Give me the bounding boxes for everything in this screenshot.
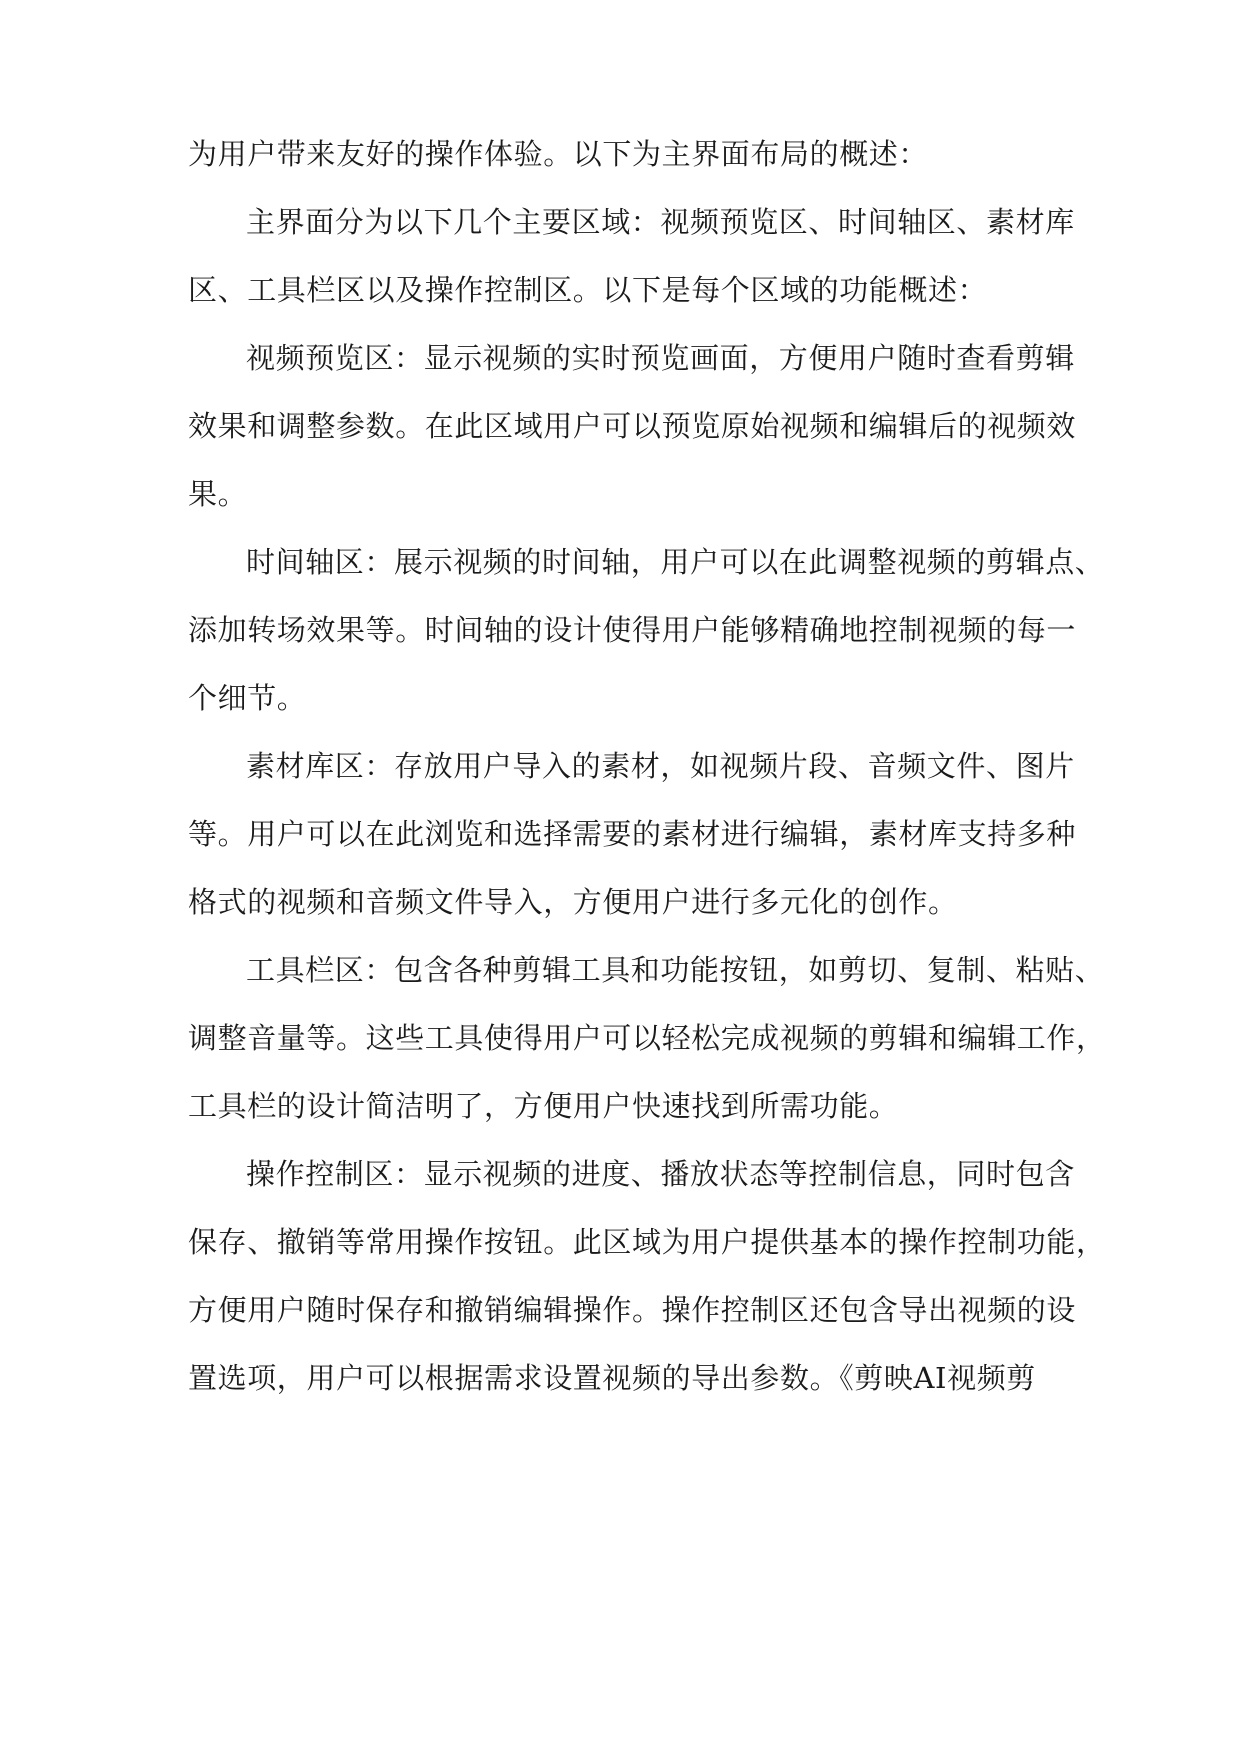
text-line: 视频预览区：显示视频的实时预览画面，方便用户随时查看剪辑 [246,341,1075,375]
text-line: 置选项，用户可以根据需求设置视频的导出参数。《剪映AI视频剪 [188,1361,1036,1395]
text-line: 调整音量等。这些工具使得用户可以轻松完成视频的剪辑和编辑工作， [188,1021,1106,1055]
text-line: 主界面分为以下几个主要区域：视频预览区、时间轴区、素材库 [246,205,1075,239]
text-line: 区、工具栏区以及操作控制区。以下是每个区域的功能概述： [188,273,988,307]
text-line: 为用户带来友好的操作体验。以下为主界面布局的概述： [188,137,929,171]
text-line: 等。用户可以在此浏览和选择需要的素材进行编辑，素材库支持多种 [188,817,1077,851]
text-line: 素材库区：存放用户导入的素材，如视频片段、音频文件、图片 [246,749,1075,783]
text-line: 保存、撤销等常用操作按钮。此区域为用户提供基本的操作控制功能， [188,1225,1106,1259]
text-line: 时间轴区：展示视频的时间轴，用户可以在此调整视频的剪辑点、 [246,545,1105,579]
text-line: 操作控制区：显示视频的进度、播放状态等控制信息，同时包含 [246,1157,1075,1191]
text-line: 添加转场效果等。时间轴的设计使得用户能够精确地控制视频的每一 [188,613,1077,647]
text-line: 个细节。 [188,681,307,715]
text-line: 方便用户随时保存和撤销编辑操作。操作控制区还包含导出视频的设 [188,1293,1077,1327]
text-line: 工具栏的设计简洁明了，方便用户快速找到所需功能。 [188,1089,899,1123]
text-line: 果。 [188,477,248,511]
text-line: 效果和调整参数。在此区域用户可以预览原始视频和编辑后的视频效 [188,409,1077,443]
text-line: 工具栏区：包含各种剪辑工具和功能按钮，如剪切、复制、粘贴、 [246,953,1105,987]
text-line: 格式的视频和音频文件导入，方便用户进行多元化的创作。 [188,885,958,919]
